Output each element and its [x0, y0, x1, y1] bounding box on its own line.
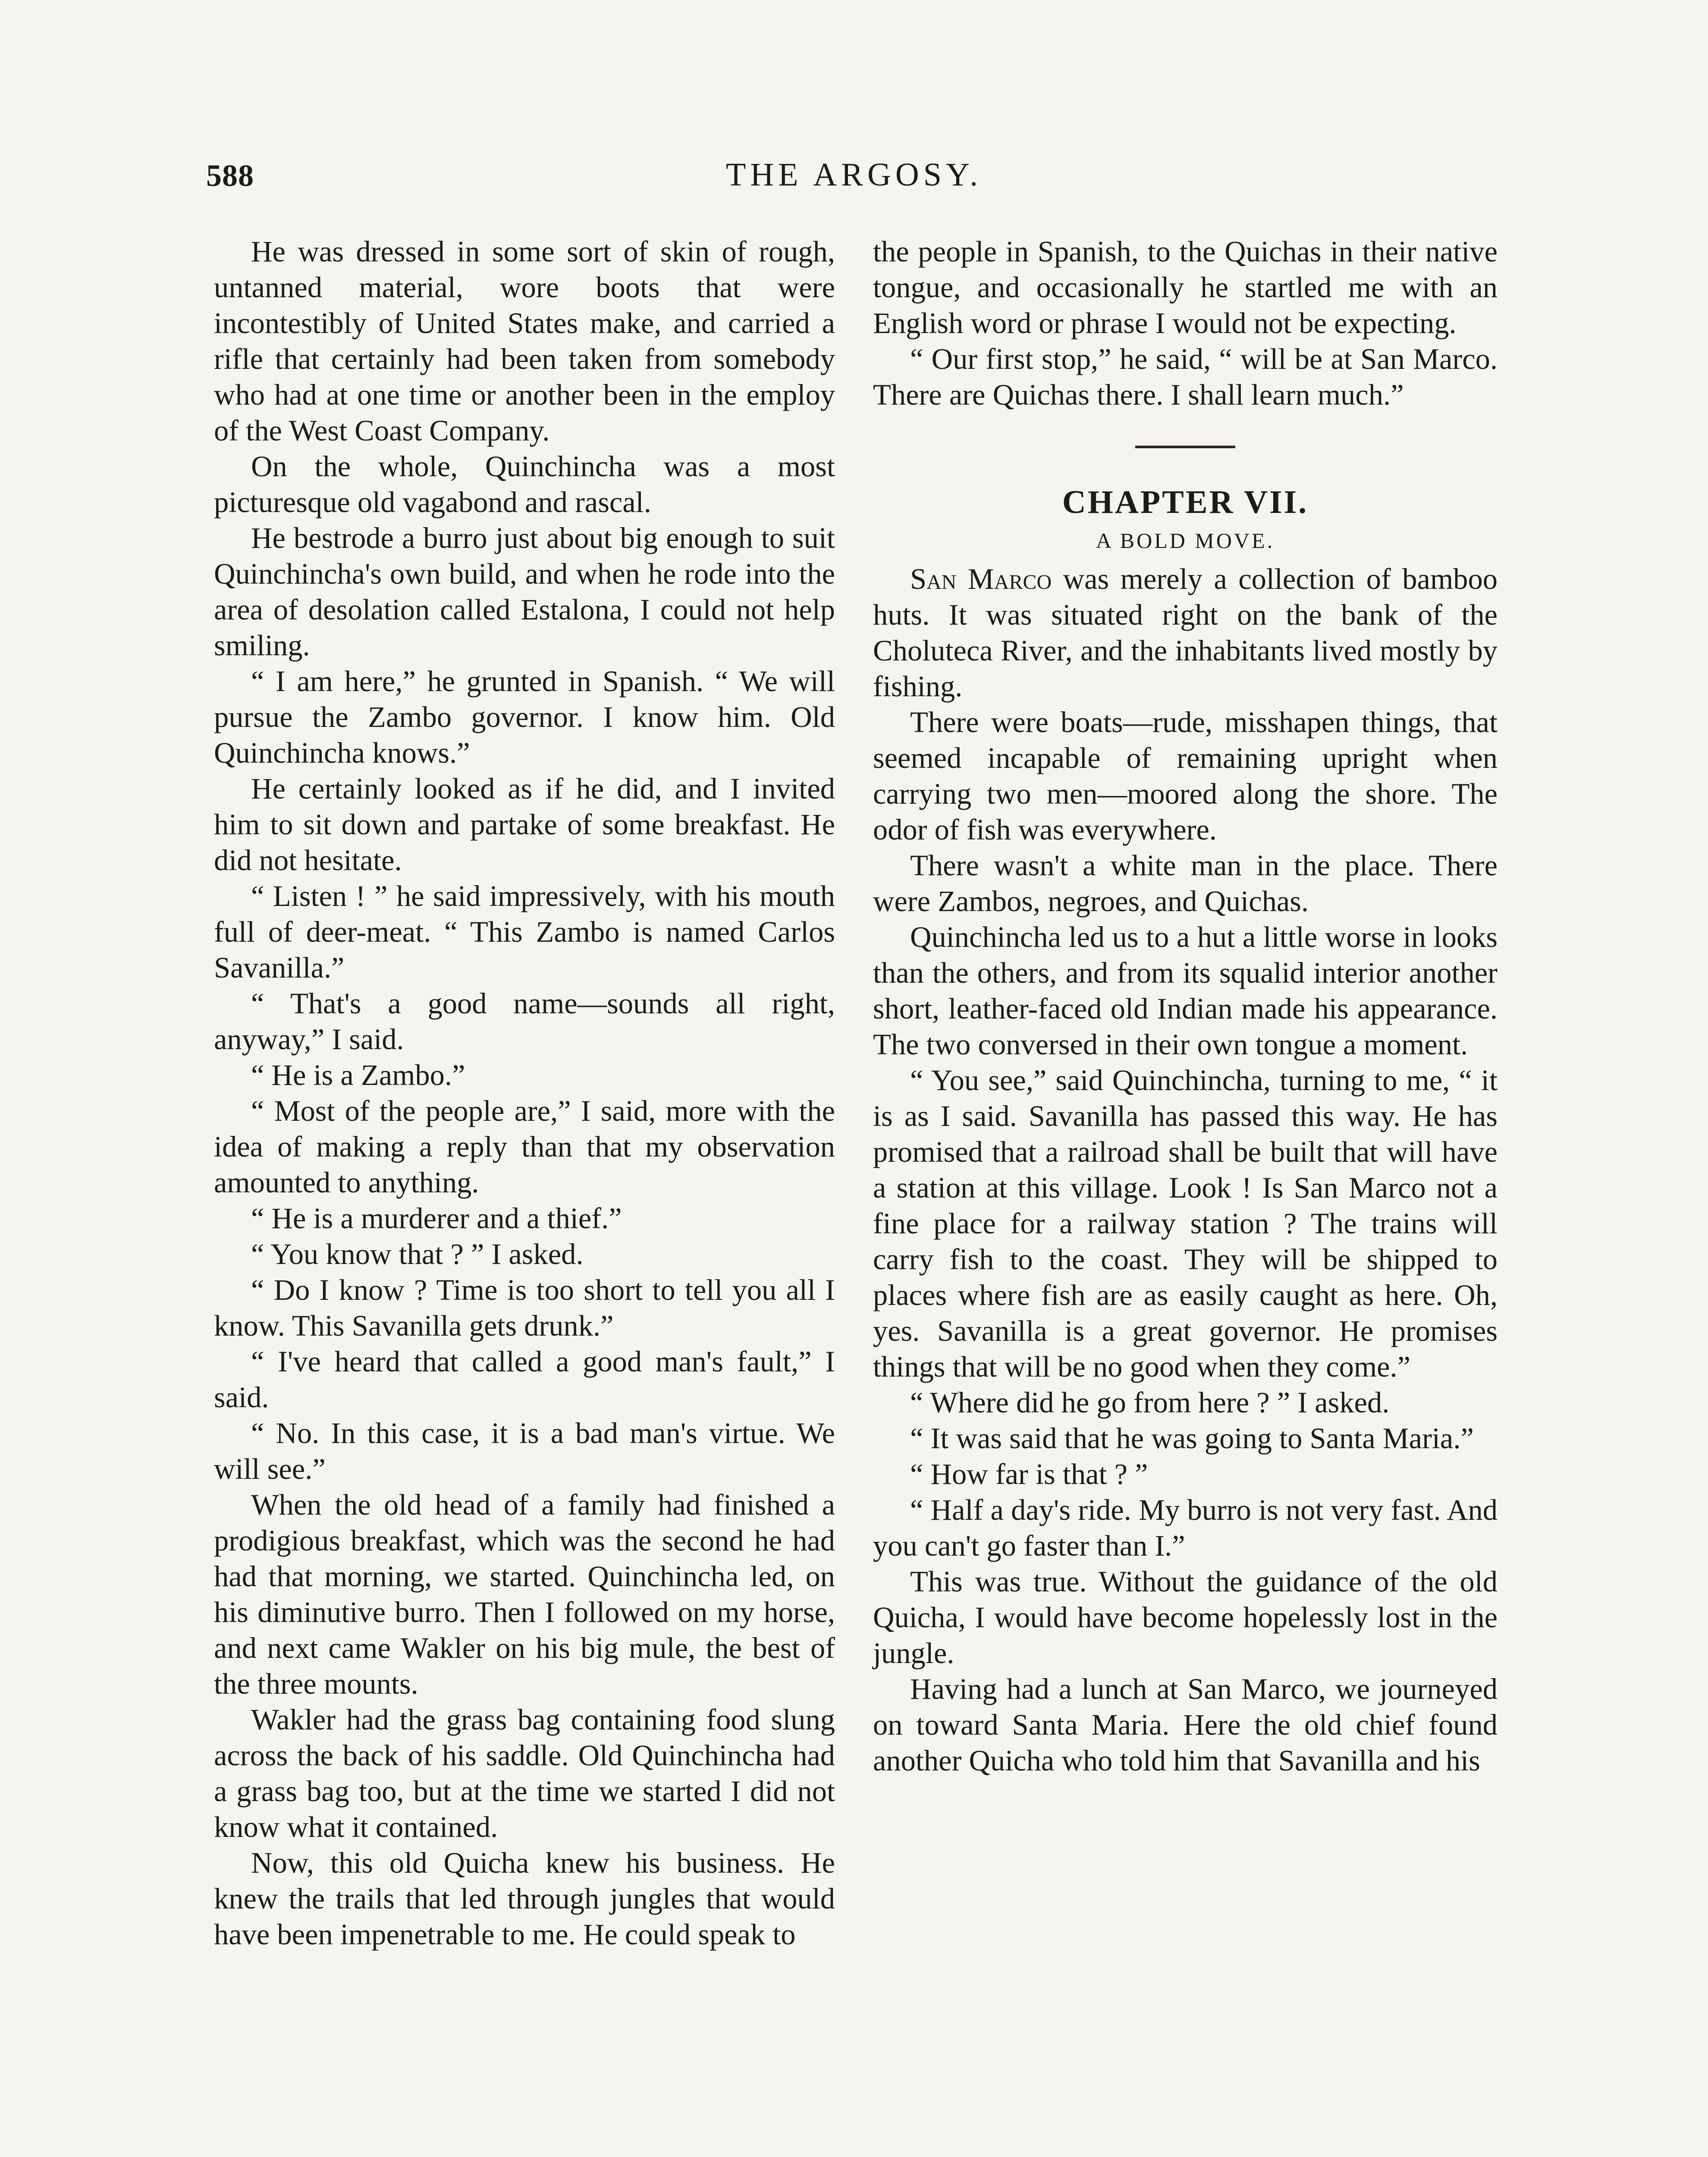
paragraph: There were boats—rude, misshapen things, that seemed incapable of remaining upright when carrying two men—moored along the shore. The odor of fish was everywhere.: [873, 706, 1498, 846]
paragraph: “ You see,” said Quinchincha, turning to me, “ it is as I said. Savanilla has passed this way. He has promised that a railroad shall be built that will have a station at this village. Look ! Is San Marco not a fine place for a railway station ? The trains will carry fish to the coast. They will be shipped to places where fish are as easily caught as here. Oh, yes. Savanilla is a great governor. He promises things that will be no good when they come.”: [873, 1064, 1498, 1383]
paragraph: “ Listen ! ” he said impressively, with his mouth full of deer-meat. “ This Zambo is named Carlos Savanilla.”: [214, 880, 835, 984]
paragraph: Quinchincha led us to a hut a little worse in looks than the others, and from its squalid interior another short, leather-faced old Indian made his appearance. The two conversed in their own tongue a moment.: [873, 921, 1498, 1061]
section-divider: [873, 413, 1498, 484]
opening-text: was merely a collection of bamboo huts. It was situated right on the bank of the Choluteca River, and the inhabitants lived mostly by fishing.: [873, 563, 1498, 703]
opening-small-caps: San Marco: [910, 563, 1052, 595]
paragraph: “ Half a day's ride. My burro is not very fast. And you can't go faster than I.”: [873, 1494, 1498, 1562]
paragraph: Having had a lunch at San Marco, we journeyed on toward Santa Maria. Here the old chief found another Quicha who told him that Savanilla and his: [873, 1673, 1498, 1777]
paragraph: When the old head of a family had finished a prodigious breakfast, which was the second he had had that morning, we started. Quinchincha led, on his diminutive burro. Then I followed on my horse, and next came Wakler on his big mule, the best of the three mounts.: [214, 1488, 835, 1700]
paragraph: “ No. In this case, it is a bad man's virtue. We will see.”: [214, 1417, 835, 1485]
paragraph: “ That's a good name—sounds all right, anyway,” I said.: [214, 987, 835, 1056]
paragraph: “ Most of the people are,” I said, more with the idea of making a reply than that my observation amounted to anything.: [214, 1094, 835, 1199]
paragraph: “ He is a murderer and a thief.”: [251, 1202, 622, 1235]
paragraph: “ Do I know ? Time is too short to tell you all I know. This Savanilla gets drunk.”: [214, 1273, 835, 1342]
paragraph: “ I am here,” he grunted in Spanish. “ We will pursue the Zambo governor. I know him. Old Quinchincha knows.”: [214, 665, 835, 769]
paragraph: Now, this old Quicha knew his business. He knew the trails that led through jungles that would have been impenetrable to me. He could speak to: [214, 1846, 835, 1951]
paragraph: There wasn't a white man in the place. There were Zambos, negroes, and Quichas.: [873, 849, 1498, 918]
paragraph: “ I've heard that called a good man's fault,” I said.: [214, 1345, 835, 1414]
paragraph: “ It was said that he was going to Santa Maria.”: [910, 1422, 1474, 1455]
paragraph: “ Our first stop,” he said, “ will be at San Marco. There are Quichas there. I shall learn much.”: [873, 343, 1498, 411]
paragraph: “ You know that ? ” I asked.: [251, 1238, 584, 1270]
paragraph: Wakler had the grass bag containing food slung across the back of his saddle. Old Quinchincha had a grass bag too, but at the time we started I did not know what it contained.: [214, 1703, 835, 1843]
running-title: THE ARGOSY.: [725, 157, 983, 193]
page-number: 588: [206, 158, 254, 193]
paragraph: He was dressed in some sort of skin of rough, untanned material, wore boots that were incontestibly of United States make, and carried a rifle that certainly had been taken from somebody who had at one time or another been in the employ of the West Coast Company.: [214, 235, 835, 447]
chapter-opening-paragraph: [873, 561, 1498, 704]
paragraph: “ He is a Zambo.”: [251, 1059, 465, 1091]
paragraph: On the whole, Quinchincha was a most picturesque old vagabond and rascal.: [214, 450, 835, 519]
paragraph-continued: the people in Spanish, to the Quichas in their native tongue, and occasionally he startled me with an English word or phrase I would not be expecting.: [873, 235, 1498, 340]
divider-rule: [1135, 446, 1235, 448]
right-column: [873, 234, 1498, 1779]
left-column: [214, 234, 835, 1953]
paragraph: “ How far is that ? ”: [910, 1458, 1148, 1490]
paragraph: This was true. Without the guidance of the old Quicha, I would have become hopelessly lost in the jungle.: [873, 1565, 1498, 1670]
paragraph: He certainly looked as if he did, and I invited him to sit down and partake of some breakfast. He did not hesitate.: [214, 772, 835, 877]
paragraph: “ Where did he go from here ? ” I asked.: [910, 1386, 1390, 1419]
chapter-subtitle: A BOLD MOVE.: [1096, 528, 1275, 553]
paragraph: He bestrode a burro just about big enough to suit Quinchincha's own build, and when he rode into the area of desolation called Estalona, I could not help smiling.: [214, 522, 835, 662]
chapter-title: CHAPTER VII.: [1062, 484, 1309, 520]
